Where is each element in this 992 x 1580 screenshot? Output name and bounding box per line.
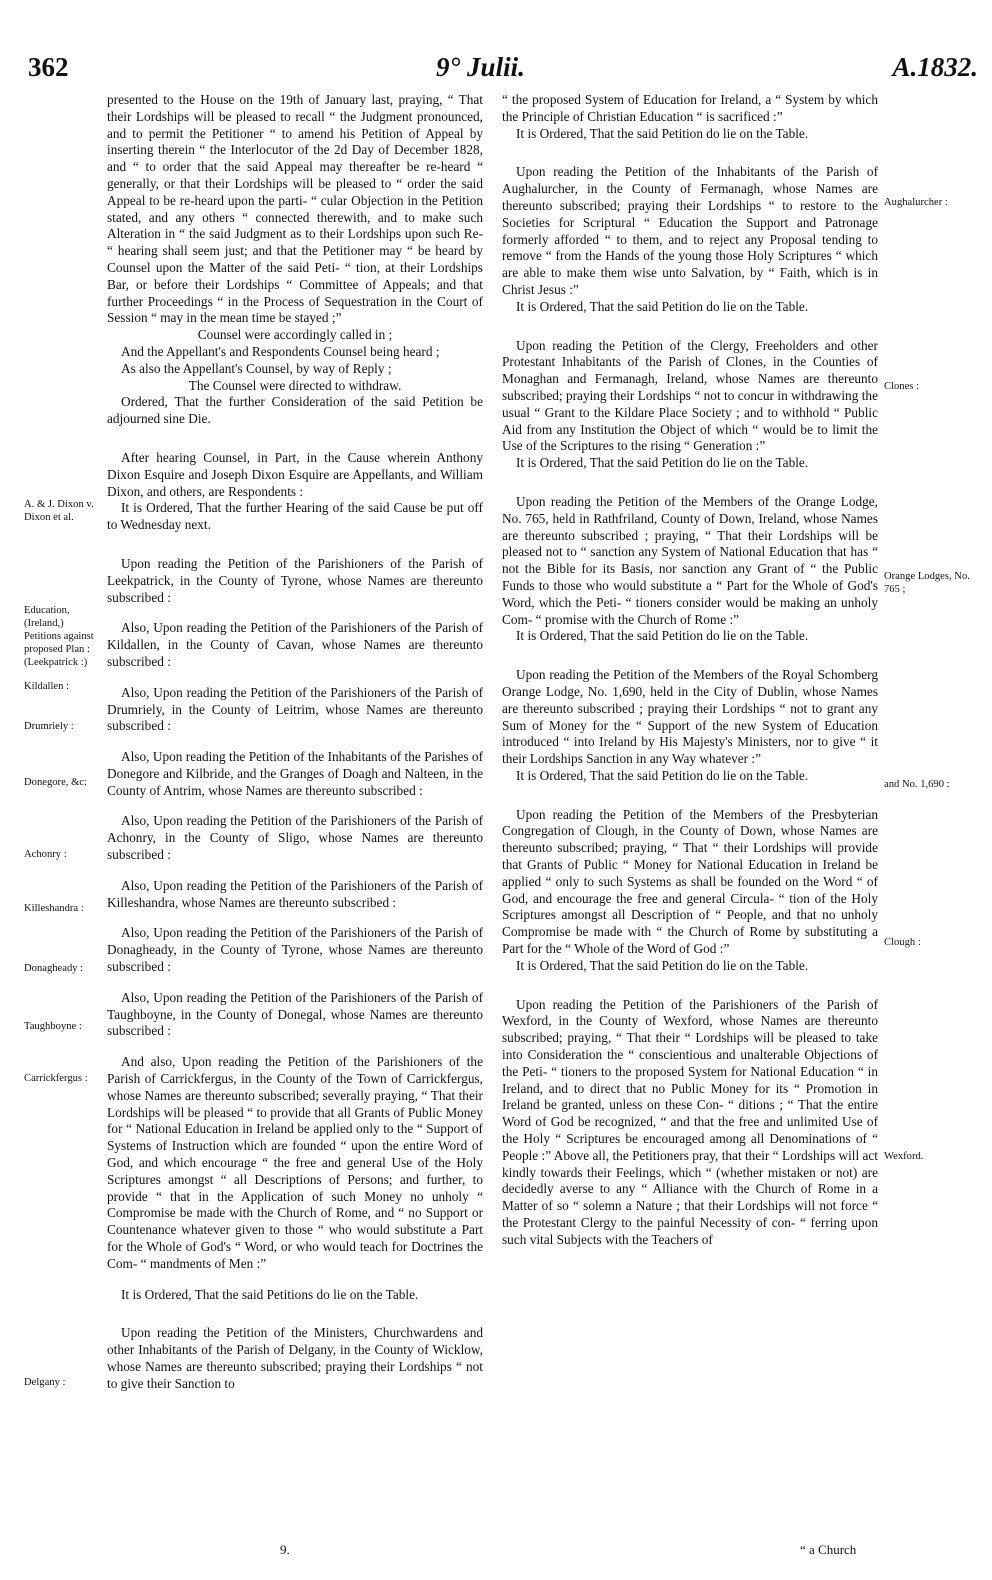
paragraph: It is Ordered, That the said Petition do lie on the Table. [516,957,809,973]
margin-note: Taughboyne : [24,1021,82,1032]
paragraph: As also the Appellant's Counsel, by way of Reply ; [121,360,392,376]
paragraph: Upon reading the Petition of the Members of the Presbyterian Congregation of Clough, in the County of Down, whose Names are thereunto subscribed; praying, “ That “ their Lordships will provide that Grants of Public “ Money for National Education in Ireland be applied “ only to such Systems as shall be founded on the Word “ of God, and encourage the free and general Circula- “ tion of the Holy Scriptures amongst all Description of “ People, and that no unholy Compromise be made with “ the Church of Rome by substituting a Part for the “ Whole of the Word of God :” [502,806,878,957]
paragraph: It is Ordered, That the said Petition do lie on the Table. [516,455,809,471]
paragraph: Upon reading the Petition of the Members of the Orange Lodge, No. 765, held in Rathfriland, County of Down, Ireland, whose Names are thereunto subscribed ; praying, “ That their Lordships will be pleased not to “ sanction any System of National Education that has “ not the Bible for its Basis, nor sanction any Grant of “ the Public Funds to those who would substitute a “ Part for the Whole of God's Word, which the Peti- “ tioners consider would be making an unholy Com- “ promise with the Church of Rome :” [502,493,878,627]
margin-note: Education, (Ireland,) Petitions against proposed Plan : (Leekpatrick :) [24,605,94,668]
margin-note: Aughalurcher : [884,197,948,208]
margin-note: Wexford. [884,1151,924,1162]
paragraph: Upon reading the Petition of the Parishioners of the Parish of Wexford, in the County of Wexford, whose Names are thereunto subscribed; praying, “ That their “ Lordships will be pleased to take into Consideration the “ conscientious and unalterable Objections of the Peti- “ tioners to the proposed System for National Education “ in Ireland, and to direct that no Public Money for its “ Promotion in Ireland be granted, unless on these Con- “ ditions ; “ That the entire Word of God be recognized, “ and that the free and unlimited Use of the Holy “ Scriptures be encouraged among all Denominations of “ People :” Above all, the Petitioners pray, that their “ Lordships will act kindly towards their Feelings, which “ (whether mistaken or not) are decidedly averse to any “ Alliance with the Church of Rome in a Matter of so “ solemn a Nature ; that their Lordships will not force “ the Protestant Clergy to the painful Necessity of con- “ ferring upon such vital Subjects with the Teachers of [502,996,878,1247]
journal-year: A.1832. [892,52,978,82]
margin-note: Clones : [884,381,920,392]
margin-note: Killeshandra : [24,903,84,914]
left-column [107,92,483,1393]
margin-note: Drumriely : [24,721,74,732]
paragraph: Also, Upon reading the Petition of the Parishioners of the Parish of Drumriely, in the County of Leitrim, whose Names are thereunto subscribed : [107,684,483,734]
paragraph: And the Appellant's and Respondents Counsel being heard ; [121,343,440,359]
paragraph: Upon reading the Petition of the Clergy, Freeholders and other Protestant Inhabitants of the Parish of Clones, in the Counties of Monaghan and Fermanagh, Ireland, whose Names are thereunto subscribed; praying their Lordships “ not to concur in withdrawing the usual “ Grant to the Kildare Place Society ; and to withhold “ Public Aid from any Institution the Object of which “ would be to limit the Use of the Scriptures to the rising “ Generation :” [502,337,878,454]
paragraph: Also, Upon reading the Petition of the Parishioners of the Parish of Kildallen, in the County of Cavan, whose Names are thereunto subscribed : [107,620,483,669]
paragraph: It is Ordered, That the said Petition do lie on the Table. [516,125,809,141]
catchword-right: “ a Church [800,1542,857,1557]
margin-note: A. & J. Dixon v. Dixon et al. [24,499,94,523]
margin-note: Donegore, &c: [24,777,87,788]
paragraph: Upon reading the Petition of the Parishioners of the Parish of Leekpatrick, in the County of Tyrone, whose Names are thereunto subscribed : [107,555,483,605]
margin-note: Clough : [884,937,921,948]
paragraph: Also, Upon reading the Petition of the Parishioners of the Parish of Killeshandra, whose Names are thereunto subscribed : [107,877,483,910]
paragraph: Upon reading the Petition of the Members of the Royal Schomberg Orange Lodge, No. 1,690, held in the City of Dublin, whose Names are thereunto subscribed ; praying their Lordships “ not to grant any Sum of Money for the “ Support of the new System of Education introduced “ into Ireland by His Majesty's Ministers, nor to give “ it their Lordships Sanction in any Way whatever :” [502,667,878,767]
paragraph: Upon reading the Petition of the Ministers, Churchwardens and other Inhabitants of the Parish of Delgany, in the County of Wicklow, whose Names are thereunto subscribed; praying their Lordships “ not to give their Sanction to [107,1325,483,1391]
paragraph: It is Ordered, That the said Petition do lie on the Table. [516,298,809,314]
paragraph: Ordered, That the further Consideration of the said Petition be adjourned sine Die. [107,394,483,427]
paragraph: It is Ordered, That the said Petition do lie on the Table. [516,767,809,783]
catchword: 9. [280,1542,290,1557]
margin-note: Orange Lodges, No. 765 ; [884,571,970,595]
paragraph: “ the proposed System of Education for Ireland, a “ System by which the Principle of Christian Education “ is sacrificed :” [502,92,878,124]
paragraph: Counsel were accordingly called in ; [197,327,393,343]
paragraph: And also, Upon reading the Petition of the Parishioners of the Parish of Carrickfergus, in the County of the Town of Carrickfergus, whose Names are thereunto subscribed; severally praying, “ That their Lordships will be pleased “ to provide that all Grants of Public Money for “ National Education in Ireland be applied only to the “ Support of Systems of Instruction which are founded “ upon the entire Word of God, and which encourage “ the free and general Use of the Holy Scriptures amongst “ all Descriptions of Persons; and further, to provide “ that in the Application of such Money no unholy “ Compromise be made with the Church of Rome, and “ no Support or Countenance whatever given to those “ who would substitute a Part for the Whole of God's “ Word, or who would teach for Doctrines the Com- “ mandments of Men :” [107,1054,483,1271]
paragraph: The Counsel were directed to withdraw. [188,377,402,393]
paragraph: Also, Upon reading the Petition of the Parishioners of the Parish of Achonry, in the County of Sligo, whose Names are thereunto subscribed : [107,813,483,863]
page-number: 362 [28,52,69,82]
margin-note: Kildallen : [24,681,70,692]
paragraph: It is Ordered, That the further Hearing of the said Cause be put off to Wednesday next. [107,500,483,533]
paragraph: It is Ordered, That the said Petitions do lie on the Table. [121,1286,419,1302]
paragraph: presented to the House on the 19th of January last, praying, “ That their Lordships will be pleased to recall “ the Judgment pronounced, and to permit the Petitioner “ to amend his Petition of Appeal by inserting therein “ the Interlocutor of the 2d Day of December 1828, and “ to order that the said Appeal may thereafter be re-heard “ generally, or that their Lordships will be pleased to “ order the said Appeal to be re-heard upon the parti- “ cular Objection in the Petition stated, and any others “ connected therewith, and to make such Alteration in “ the said Judgment as to their Lordships upon such Re- “ hearing shall seem just; and that the Petitioner may “ be heard by Counsel upon the Matter of the said Peti- “ tion, at their Lordships Bar, or before their Lordships “ Committee of Appeals; and that further Proceedings “ in the Process of Sequestration in the Court of Session “ may in the mean time be stayed ;” [107,92,483,326]
paragraph: After hearing Counsel, in Part, in the Cause wherein Anthony Dixon Esquire and Joseph Dixon Esquire are Appellants, and William Dixon, and others, are Respondents : [107,449,483,499]
paragraph: Also, Upon reading the Petition of the Inhabitants of the Parishes of Donegore and Kilbride, and the Granges of Doagh and Nalteen, in the County of Antrim, whose Names are thereunto subscribed : [107,749,483,798]
paragraph: Also, Upon reading the Petition of the Parishioners of the Parish of Donagheady, in the County of Tyrone, whose Names are thereunto subscribed : [107,925,483,975]
paragraph: Also, Upon reading the Petition of the Parishioners of the Parish of Taughboyne, in the County of Donegal, whose Names are thereunto subscribed : [107,989,483,1039]
margin-note: Achonry : [24,849,67,860]
journal-date: 9° Julii. [436,52,525,82]
right-column [502,92,878,1249]
margin-note: Delgany : [24,1377,66,1388]
paragraph: Upon reading the Petition of the Inhabitants of the Parish of Aughalurcher, in the County of Fermanagh, whose Names are thereunto subscribed; praying their Lordships “ to restore to the Societies for Scriptural “ Education the Support and Patronage formerly afforded “ to them, and to reject any Proposal tending to remove “ from the Hands of the young those Holy Scriptures “ which are able to make them wise unto Salvation, by “ Faith, which is in Christ Jesus :” [502,164,878,297]
margin-note: and No. 1,690 : [884,779,950,790]
margin-note: Donagheady : [24,963,84,974]
paragraph: It is Ordered, That the said Petition do lie on the Table. [516,628,809,644]
margin-note: Carrickfergus : [24,1073,88,1084]
